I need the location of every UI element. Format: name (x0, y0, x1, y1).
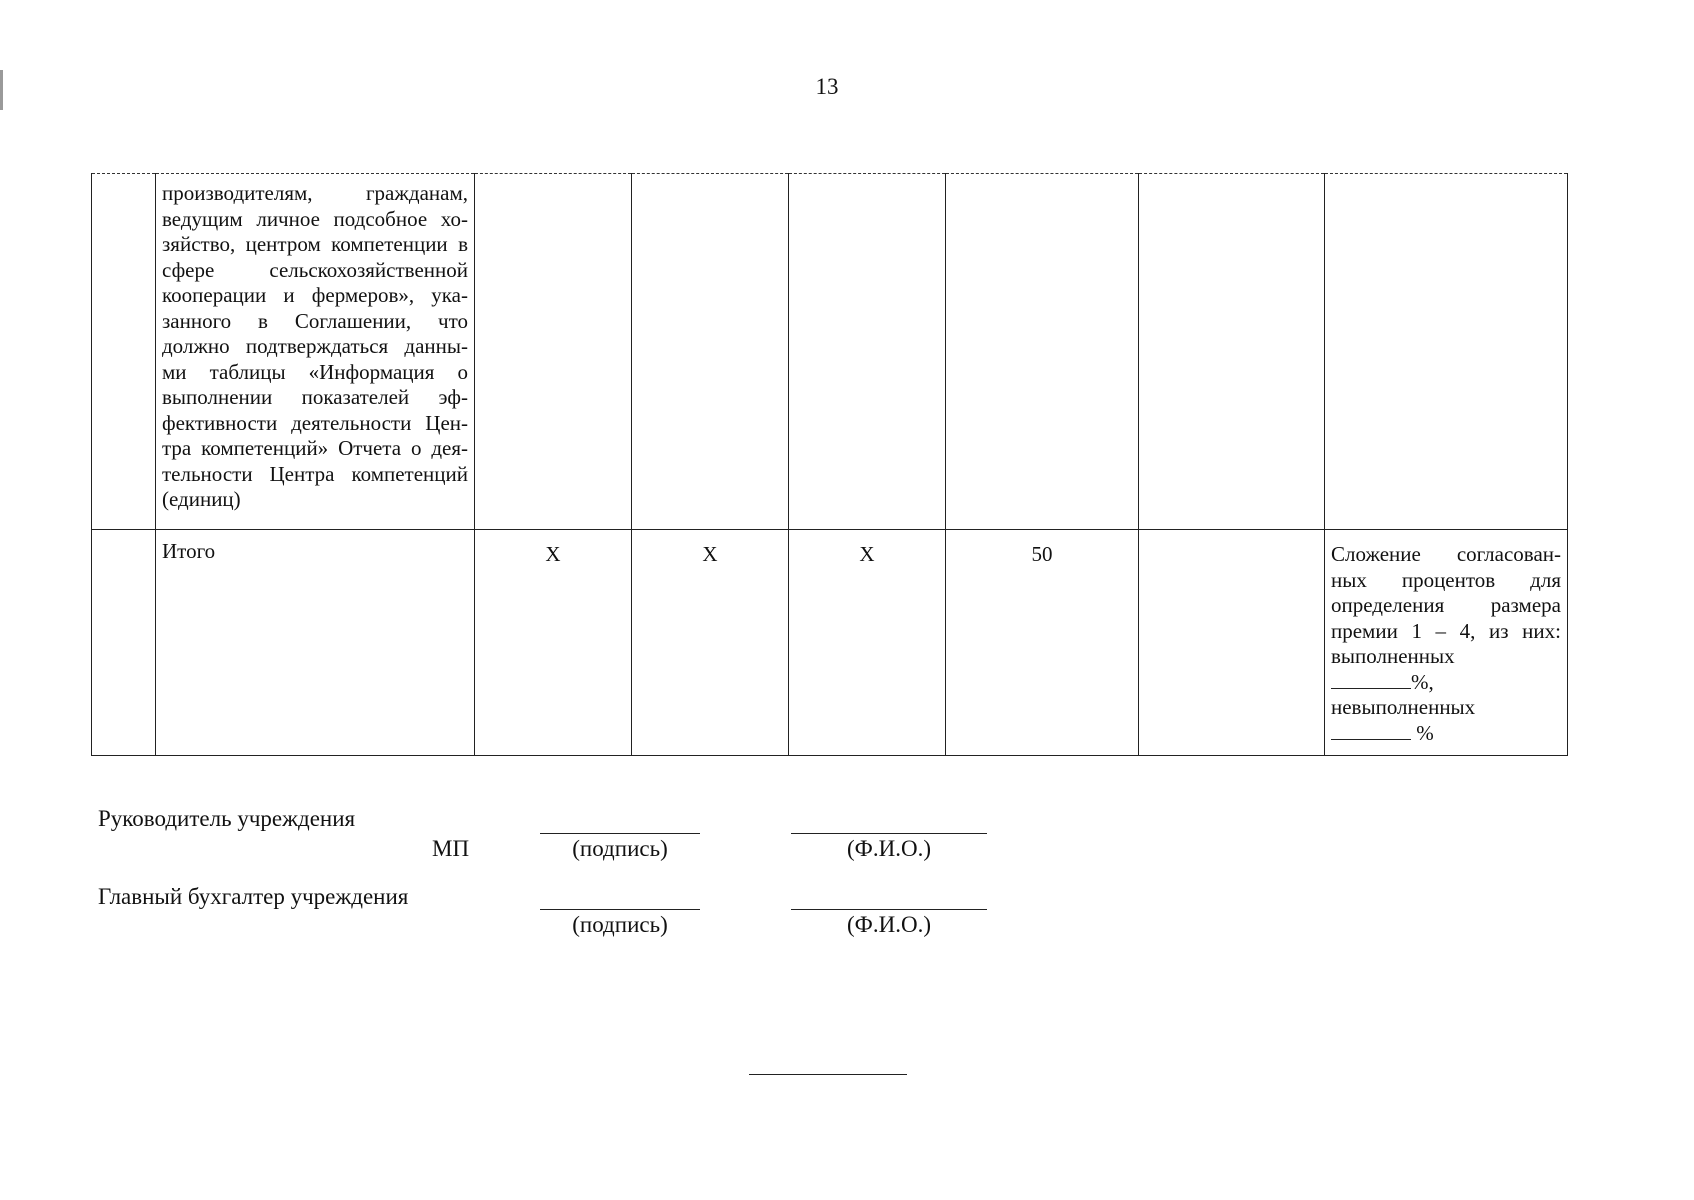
cell-total-value: 50 (946, 530, 1139, 756)
accountant-name-caption: (Ф.И.О.) (847, 912, 931, 937)
table-row-total (92, 530, 1568, 756)
cell-empty (632, 174, 789, 530)
cell-indicator-text: производителям, гражданам, ведущим личное подсобное хо-зяйство, центром компетенции в сфере сельскохозяйственной кооперации и фермеров», ука-занного в Соглашении, что должно подтверждаться данны-ми таблицы «Информация о выполнении показателей эф-фективности деятельности Цен-тра компетенций» Отчета о дея-тельности Центра компетенций (единиц) (156, 174, 475, 530)
cell-total-label: Итого (156, 530, 475, 756)
cell-empty (475, 174, 632, 530)
stamp-label: МП (432, 836, 470, 861)
blank-not-completed (1331, 721, 1411, 740)
cell-x-2: X (632, 530, 789, 756)
cell-empty (946, 174, 1139, 530)
end-of-document-rule (749, 1074, 907, 1075)
note-line-3: невыполненных (1331, 695, 1476, 719)
cell-empty (1139, 174, 1325, 530)
head-name-caption: (Ф.И.О.) (847, 836, 931, 861)
cell-empty (1139, 530, 1325, 756)
table-row-continuation (92, 174, 1568, 530)
cell-empty (1325, 174, 1568, 530)
note-line-4: % (1331, 721, 1561, 747)
note-line-1: Сложение согласован-ных процентов для определения размера премии 1 – 4, из них: выполненных (1331, 542, 1561, 668)
report-table (91, 173, 1568, 756)
accountant-name-line (791, 909, 987, 910)
cell-number (92, 530, 156, 756)
note-line-2: %, (1331, 670, 1561, 696)
blank-completed (1331, 670, 1411, 689)
cell-number (92, 174, 156, 530)
head-sign-caption: (подпись) (572, 836, 668, 861)
accountant-sign-caption: (подпись) (572, 912, 668, 937)
cell-empty (789, 174, 946, 530)
head-name-line (791, 833, 987, 834)
cell-x-3: X (789, 530, 946, 756)
accountant-label: Главный бухгалтер учреждения (98, 884, 409, 909)
head-label: Руководитель учреждения (98, 806, 356, 831)
accountant-signature-line (540, 909, 700, 910)
cell-note (1325, 530, 1568, 756)
cell-x-1: X (475, 530, 632, 756)
page-number: 13 (815, 74, 839, 99)
head-signature-line (540, 833, 700, 834)
